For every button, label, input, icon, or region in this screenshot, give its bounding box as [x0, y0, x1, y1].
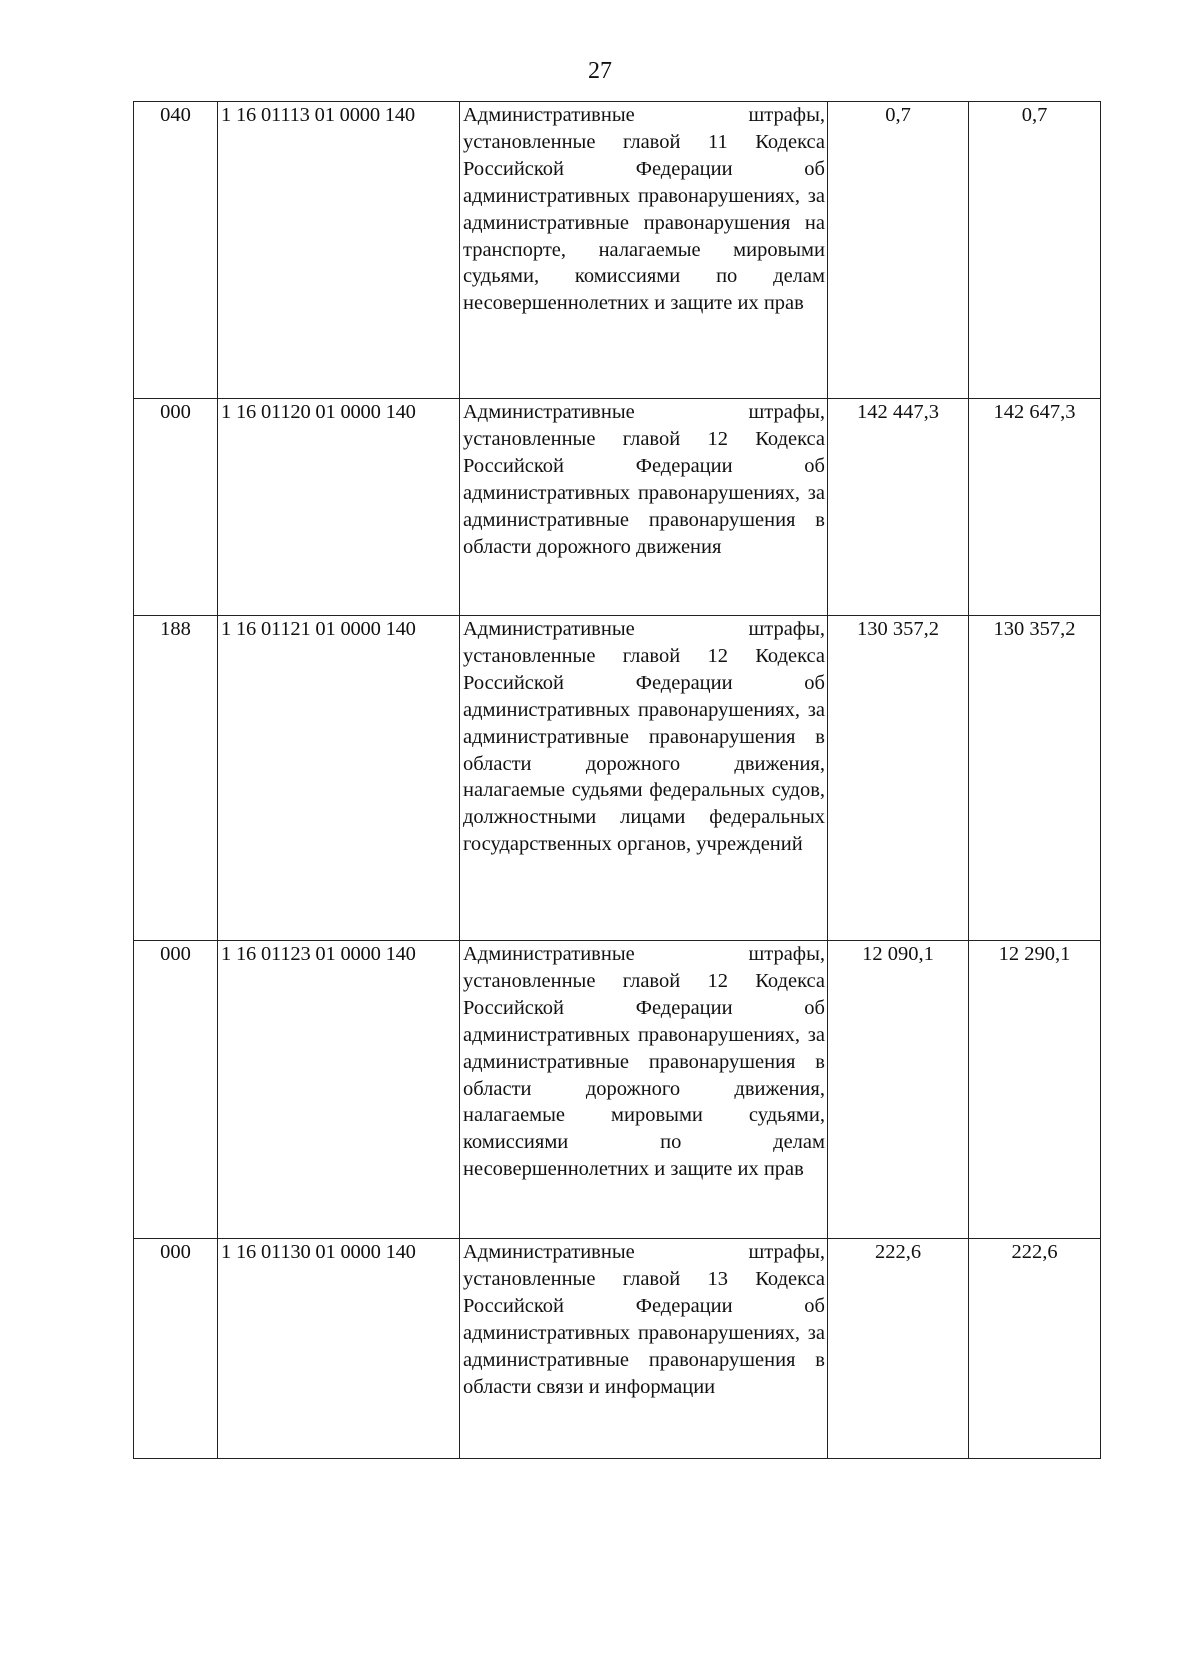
amount-2-cell: 0,7 [969, 102, 1101, 399]
table-row [134, 102, 1101, 399]
revenue-name-text: Административные штрафы, установленные главой 12 Кодекса Российской Федерации об административных правонарушениях, за административные правонарушения в области дорожного движения [463, 401, 825, 558]
kbk-code-cell: 1 16 01121 01 0000 140 [218, 616, 460, 941]
table-row [134, 616, 1101, 941]
amount-1-cell: 0,7 [828, 102, 969, 399]
kbk-code-cell: 1 16 01123 01 0000 140 [218, 941, 460, 1239]
amount-2-cell: 130 357,2 [969, 616, 1101, 941]
revenue-name-text: Административные штрафы, установленные главой 12 Кодекса Российской Федерации об административных правонарушениях, за административные правонарушения в области дорожного движения, налагаемые мировыми судьями, комиссиями по делам несовершеннолетних и защите их прав [463, 943, 825, 1181]
revenue-name-text: Административные штрафы, установленные главой 12 Кодекса Российской Федерации об административных правонарушениях, за административные правонарушения в области дорожного движения, налагаемые судьями федеральных судов, должностными лицами федеральных государственных органов, учреждений [463, 618, 825, 856]
amount-2-cell: 12 290,1 [969, 941, 1101, 1239]
amount-1-cell: 222,6 [828, 1239, 969, 1459]
revenue-name-text: Административные штрафы, установленные главой 11 Кодекса Российской Федерации об административных правонарушениях, за административные правонарушения на транспорте, налагаемые мировыми судьями, комиссиями по делам несовершеннолетних и защите их прав [463, 104, 825, 315]
kbk-code-cell: 1 16 01120 01 0000 140 [218, 399, 460, 616]
admin-code-cell: 188 [134, 616, 218, 941]
revenue-name-cell [460, 102, 828, 399]
kbk-code-cell: 1 16 01113 01 0000 140 [218, 102, 460, 399]
revenue-name-cell [460, 616, 828, 941]
kbk-code-cell: 1 16 01130 01 0000 140 [218, 1239, 460, 1459]
table-row [134, 399, 1101, 616]
amount-1-cell: 142 447,3 [828, 399, 969, 616]
admin-code-cell: 000 [134, 399, 218, 616]
revenue-name-text: Административные штрафы, установленные главой 13 Кодекса Российской Федерации об административных правонарушениях, за административные правонарушения в области связи и информации [463, 1241, 825, 1398]
admin-code-cell: 000 [134, 941, 218, 1239]
amount-2-cell: 142 647,3 [969, 399, 1101, 616]
admin-code-cell: 040 [134, 102, 218, 399]
budget-revenue-table [133, 101, 1101, 1459]
page-number: 27 [588, 58, 612, 84]
table-row [134, 941, 1101, 1239]
amount-1-cell: 12 090,1 [828, 941, 969, 1239]
revenue-name-cell [460, 941, 828, 1239]
table-row [134, 1239, 1101, 1459]
admin-code-cell: 000 [134, 1239, 218, 1459]
revenue-name-cell [460, 1239, 828, 1459]
revenue-name-cell [460, 399, 828, 616]
amount-1-cell: 130 357,2 [828, 616, 969, 941]
amount-2-cell: 222,6 [969, 1239, 1101, 1459]
